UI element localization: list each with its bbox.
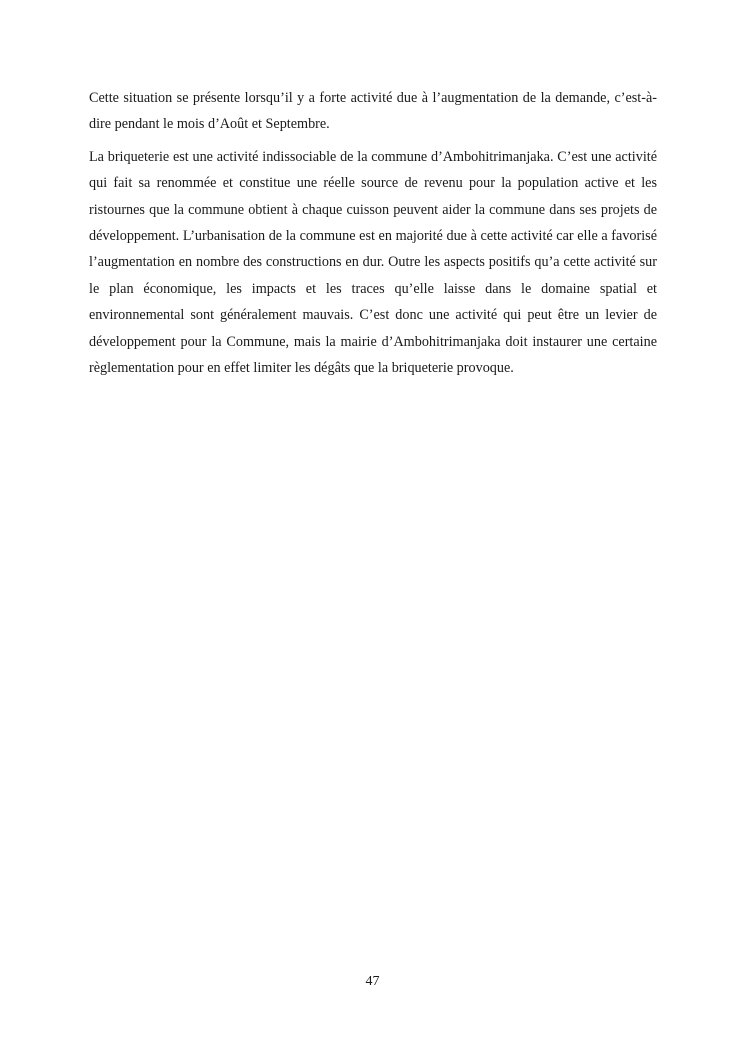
page-number: 47 — [365, 974, 380, 989]
paragraph-brickworks: La briqueterie est une activité indissociable de la commune d’Ambohitrimanjaka. C’est une activité qui fait sa renommée et constitue une réelle source de revenu pour la population active et les ristournes que la commune obtient à chaque cuisson peuvent aider la commune dans ses projets de développement. L’urbanisation de la commune est en majorité due à cette activité car elle a favorisé l’augmentation en nombre des constructions en dur. Outre les aspects positifs qu’a cette activité sur le plan économique, les impacts et les traces qu’elle laisse dans le domaine spatial et environnemental sont généralement mauvais. C’est donc une activité qui peut être un levier de développement pour la Commune, mais la mairie d’Ambohitrimanjaka doit instaurer une certaine règlementation pour en effet limiter les dégâts que la briqueterie provoque. — [89, 148, 657, 377]
paragraph-demand-situation: Cette situation se présente lorsqu’il y a forte activité due à l’augmentation de la demande, c’est-à-dire pendant le mois d’Août et Septembre. — [89, 90, 657, 133]
body-text — [89, 85, 657, 381]
